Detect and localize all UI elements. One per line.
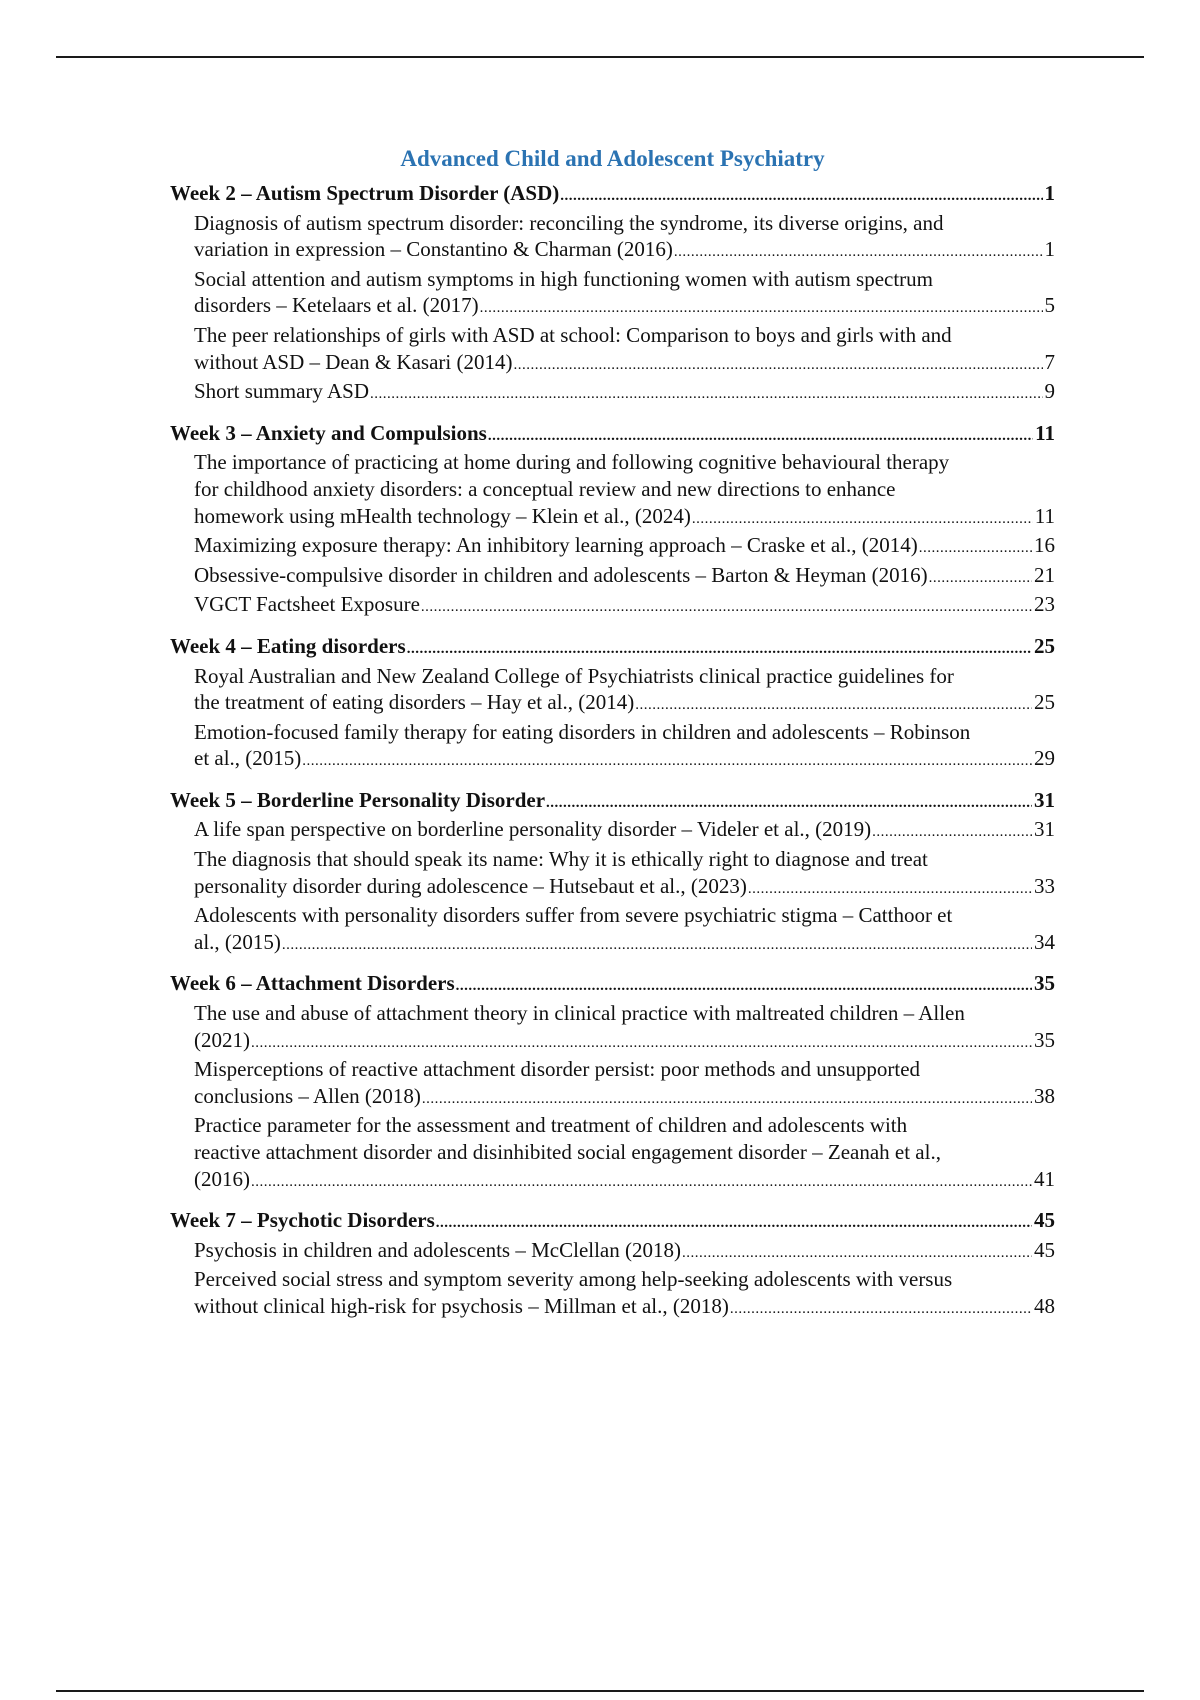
page-number: 11 — [1035, 420, 1055, 445]
toc-entry-text: Obsessive-compulsive disorder in children and adolescents – Barton & Heyman (2016) — [194, 562, 928, 587]
dot-leader — [480, 295, 1043, 322]
toc-entry[interactable] — [170, 322, 1055, 378]
toc-week-heading[interactable] — [170, 180, 1055, 210]
toc-entry-last-line — [194, 1237, 1055, 1267]
toc-entry-line: Practice parameter for the assessment and treatment of children and adolescents with — [194, 1113, 908, 1138]
toc-entry-text: Psychosis in children and adolescents – McClellan (2018) — [194, 1237, 681, 1262]
week-heading-label: Week 5 – Borderline Personality Disorder — [170, 787, 546, 812]
toc-entry[interactable] — [170, 266, 1055, 322]
toc-entry-text: al., (2015) — [194, 929, 281, 954]
week-heading-label: Week 6 – Attachment Disorders — [170, 971, 455, 996]
toc-week-section — [170, 420, 1055, 621]
toc-entry[interactable] — [170, 902, 1055, 958]
toc-entry[interactable] — [170, 1056, 1055, 1112]
toc-entry[interactable] — [170, 663, 1055, 719]
toc-entry-line: The importance of practicing at home during and following cognitive behavioural therapy — [194, 450, 950, 475]
toc-sections — [170, 180, 1055, 1323]
toc-week-heading[interactable] — [170, 633, 1055, 663]
toc-entry-line: Social attention and autism symptoms in high functioning women with autism spectrum — [194, 266, 933, 291]
toc-entry-text: VGCT Factsheet Exposure — [194, 592, 420, 617]
page-number: 9 — [1044, 379, 1055, 404]
toc-entry-text: disorders – Ketelaars et al. (2017) — [194, 293, 479, 318]
dot-leader — [436, 1210, 1032, 1237]
week-heading-label: Week 2 – Autism Spectrum Disorder (ASD) — [170, 181, 560, 205]
toc-entry-last-line — [194, 1027, 1055, 1057]
toc-entry-line: Adolescents with personality disorders suffer from severe psychiatric stigma – Catthoor et — [194, 903, 953, 928]
dot-leader — [456, 973, 1032, 1000]
dot-leader — [682, 1240, 1032, 1267]
page-number: 45 — [1034, 1208, 1055, 1233]
toc-entry-text: (2016) — [194, 1166, 250, 1191]
toc-week-heading[interactable] — [170, 1207, 1055, 1237]
toc-entry-last-line — [194, 378, 1055, 408]
toc-entry[interactable] — [170, 591, 1055, 621]
page-number: 5 — [1044, 293, 1055, 318]
toc-entry-last-line — [194, 503, 1055, 533]
toc-entry-text: conclusions – Allen (2018) — [194, 1083, 421, 1108]
page-number: 29 — [1034, 746, 1055, 771]
page-number: 31 — [1034, 787, 1055, 812]
page-number: 1 — [1044, 237, 1055, 262]
toc-entry-text: without ASD – Dean & Kasari (2014) — [194, 349, 513, 374]
dot-leader — [513, 352, 1042, 379]
dot-leader — [488, 423, 1033, 450]
dot-leader — [919, 535, 1032, 562]
dot-leader — [674, 239, 1043, 266]
toc-entry-text: Maximizing exposure therapy: An inhibitory learning approach – Craske et al., (2014) — [194, 533, 918, 558]
toc-entry[interactable] — [170, 532, 1055, 562]
toc-entry-text: et al., (2015) — [194, 746, 302, 771]
toc-week-heading[interactable] — [170, 970, 1055, 1000]
toc-entry[interactable] — [170, 562, 1055, 592]
dot-leader — [422, 1086, 1032, 1113]
toc-week-section — [170, 970, 1055, 1195]
toc-entry-last-line — [194, 1083, 1055, 1113]
toc-entry-line: The peer relationships of girls with ASD at school: Comparison to boys and girls with and — [194, 322, 952, 347]
week-heading-label: Week 4 – Eating disorders — [170, 633, 406, 658]
toc-entry-last-line — [194, 532, 1055, 562]
toc-entry-line: Perceived social stress and symptom severity among help-seeking adolescents with versus — [194, 1267, 953, 1292]
page-number: 33 — [1034, 873, 1055, 898]
toc-week-section — [170, 1207, 1055, 1322]
toc-entry-line: for childhood anxiety disorders: a conceptual review and new directions to enhance — [194, 476, 896, 501]
toc-entry-last-line — [194, 689, 1055, 719]
toc-entry-last-line — [194, 591, 1055, 621]
week-heading-label: Week 7 – Psychotic Disorders — [170, 1208, 435, 1233]
toc-entry-last-line — [194, 349, 1055, 379]
dot-leader — [282, 932, 1032, 959]
toc-entry[interactable] — [170, 1266, 1055, 1322]
page-number: 38 — [1034, 1083, 1055, 1108]
dot-leader — [407, 636, 1032, 663]
dot-leader — [748, 876, 1032, 903]
toc-entry-text: A life span perspective on borderline personality disorder – Videler et al., (2019) — [194, 817, 872, 842]
dot-leader — [421, 594, 1032, 621]
toc-entry-text: the treatment of eating disorders – Hay et al., (2014) — [194, 690, 635, 715]
toc-entry-text: without clinical high-risk for psychosis – Millman et al., (2018) — [194, 1293, 729, 1318]
page-number: 31 — [1034, 817, 1055, 842]
dot-leader — [872, 819, 1032, 846]
dot-leader — [251, 1169, 1032, 1196]
dot-leader — [370, 381, 1042, 408]
page-number: 16 — [1034, 533, 1055, 558]
dot-leader — [546, 790, 1032, 817]
toc-entry-line: Emotion-focused family therapy for eating disorders in children and adolescents – Robinson — [194, 719, 971, 744]
dot-leader — [730, 1296, 1032, 1323]
page-number: 7 — [1044, 349, 1055, 374]
toc-entry-line: Misperceptions of reactive attachment disorder persist: poor methods and unsupported — [194, 1057, 921, 1082]
page-number: 45 — [1034, 1237, 1055, 1262]
toc-entry[interactable] — [170, 1237, 1055, 1267]
toc-entry-line: The use and abuse of attachment theory in clinical practice with maltreated children – Allen — [194, 1001, 965, 1026]
toc-entry-line: Diagnosis of autism spectrum disorder: reconciling the syndrome, its diverse origins, and — [194, 210, 944, 235]
table-of-contents — [170, 144, 1055, 1335]
dot-leader — [251, 1030, 1032, 1057]
toc-entry[interactable] — [170, 846, 1055, 902]
toc-entry-last-line — [194, 1166, 1055, 1196]
toc-entry[interactable] — [170, 816, 1055, 846]
dot-leader — [302, 748, 1032, 775]
top-rule — [56, 56, 1144, 58]
week-heading-label: Week 3 – Anxiety and Compulsions — [170, 420, 487, 445]
toc-week-section — [170, 787, 1055, 959]
toc-entry-line: Royal Australian and New Zealand College of Psychiatrists clinical practice guidelines for — [194, 663, 954, 688]
page-number: 25 — [1034, 690, 1055, 715]
toc-entry-last-line — [194, 745, 1055, 775]
page-number: 25 — [1034, 633, 1055, 658]
toc-entry-text: variation in expression – Constantino & Charman (2016) — [194, 237, 673, 262]
dot-leader — [692, 506, 1033, 533]
toc-entry-last-line — [194, 816, 1055, 846]
toc-entry-last-line — [194, 236, 1055, 266]
toc-entry-text: personality disorder during adolescence – Hutsebaut et al., (2023) — [194, 873, 747, 898]
toc-entry[interactable] — [170, 449, 1055, 532]
dot-leader — [929, 565, 1032, 592]
toc-entry-text: (2021) — [194, 1027, 250, 1052]
toc-entry-last-line — [194, 292, 1055, 322]
toc-entry-text: homework using mHealth technology – Klein et al., (2024) — [194, 503, 691, 528]
toc-entry[interactable] — [170, 1112, 1055, 1195]
toc-entry[interactable] — [170, 210, 1055, 266]
toc-entry[interactable] — [170, 719, 1055, 775]
toc-entry-last-line — [194, 929, 1055, 959]
document-title: Advanced Child and Adolescent Psychiatry — [400, 146, 825, 171]
toc-entry-line: The diagnosis that should speak its name: Why it is ethically right to diagnose and treat — [194, 847, 928, 872]
toc-week-heading[interactable] — [170, 420, 1055, 450]
toc-week-heading[interactable] — [170, 787, 1055, 817]
toc-entry-line: reactive attachment disorder and disinhibited social engagement disorder – Zeanah et al., — [194, 1140, 941, 1164]
toc-entry-last-line — [194, 562, 1055, 592]
page-number: 11 — [1034, 503, 1055, 528]
page-number: 35 — [1034, 971, 1055, 996]
toc-entry-last-line — [194, 873, 1055, 903]
toc-week-section — [170, 180, 1055, 408]
toc-entry-text: Short summary ASD — [194, 379, 370, 404]
page-number: 34 — [1034, 929, 1055, 954]
page-number: 1 — [1044, 181, 1055, 205]
toc-week-section — [170, 633, 1055, 775]
dot-leader — [560, 183, 1042, 210]
toc-entry[interactable] — [170, 378, 1055, 408]
page-number: 21 — [1034, 562, 1055, 587]
toc-entry[interactable] — [170, 1000, 1055, 1056]
page-number: 48 — [1034, 1293, 1055, 1318]
dot-leader — [635, 692, 1032, 719]
bottom-rule — [56, 1690, 1144, 1692]
page-number: 23 — [1034, 592, 1055, 617]
page-number: 41 — [1034, 1166, 1055, 1191]
page-number: 35 — [1034, 1027, 1055, 1052]
toc-entry-last-line — [194, 1293, 1055, 1323]
